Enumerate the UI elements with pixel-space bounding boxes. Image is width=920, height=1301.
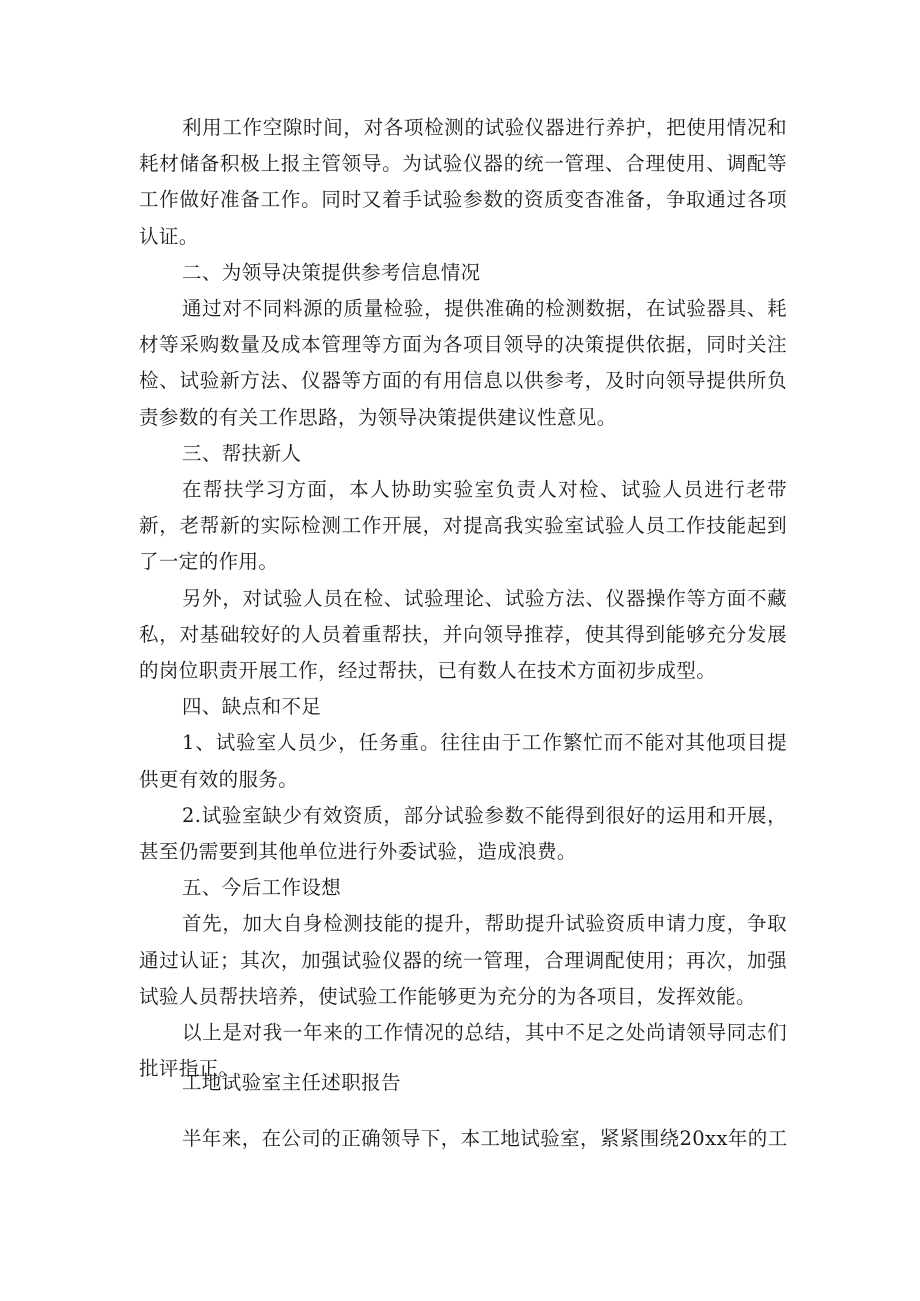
paragraph-shortcoming-1: 1、试验室人员少，任务重。往往由于工作繁忙而不能对其他项目提供更有效的服务。: [139, 731, 787, 791]
paragraph-conclusion: 以上是对我一年来的工作情况的总结，其中不足之处尚请领导同志们批评指正。: [139, 1021, 787, 1081]
document-body: [139, 110, 787, 1087]
paragraph-equipment-maintenance: 利用工作空隙时间，对各项检测的试验仪器进行养护，把使用情况和耗材储备积极上报主管领导。为试验仪器的统一管理、合理使用、调配等工作做好准备工作。同时又着手试验参数的资质变杳准备，争取通过各项认证。: [139, 116, 787, 248]
section-heading-5: 五、今后工作设想: [182, 876, 342, 900]
section-heading-3: 三、帮扶新人: [182, 441, 302, 465]
section-heading-4: 四、缺点和不足: [182, 695, 322, 719]
paragraph-training: 另外，对试验人员在检、试验理论、试验方法、仪器操作等方面不藏私，对基础较好的人员着重帮扶，并向领导推荐，使其得到能够充分发展的岗位职责开展工作，经过帮扶，已有数人在技术方面初步成型。: [139, 586, 787, 683]
report-title: 工地试验室主任述职报告: [182, 1071, 401, 1094]
paragraph-mentoring: 在帮扶学习方面，本人协助实验室负责人对检、试验人员进行老带新，老帮新的实际检测工作开展，对提高我实验室试验人员工作技能起到了一定的作用。: [139, 478, 787, 574]
paragraph-future-plans: 首先，加大自身检测技能的提升，帮助提升试验资质申请力度，争取通过认证；其次，加强试验仪器的统一管理，合理调配使用；再次，加强试验人员帮扶培养，使试验工作能够更为充分的为各项目，发挥效能。: [139, 912, 787, 1008]
report-intro-line: 半年来，在公司的正确领导下，本工地试验室，紧紧围绕20xx年的工: [182, 1127, 788, 1150]
section-heading-2: 二、为领导决策提供参考信息情况: [182, 260, 481, 284]
paragraph-decision-support: 通过对不同料源的质量检验，提供准确的检测数据，在试验器具、耗材等采购数量及成本管理等方面为各项目领导的决策提供依据，同时关注检、试验新方法、仪器等方面的有用信息以供参考，及时向领导提供所负责参数的有关工作思路，为领导决策提供建议性意见。: [139, 297, 787, 429]
paragraph-shortcoming-2: 2.试验室缺少有效资质，部分试验参数不能得到很好的运用和开展，甚至仍需要到其他单位进行外委试验，造成浪费。: [139, 803, 787, 864]
